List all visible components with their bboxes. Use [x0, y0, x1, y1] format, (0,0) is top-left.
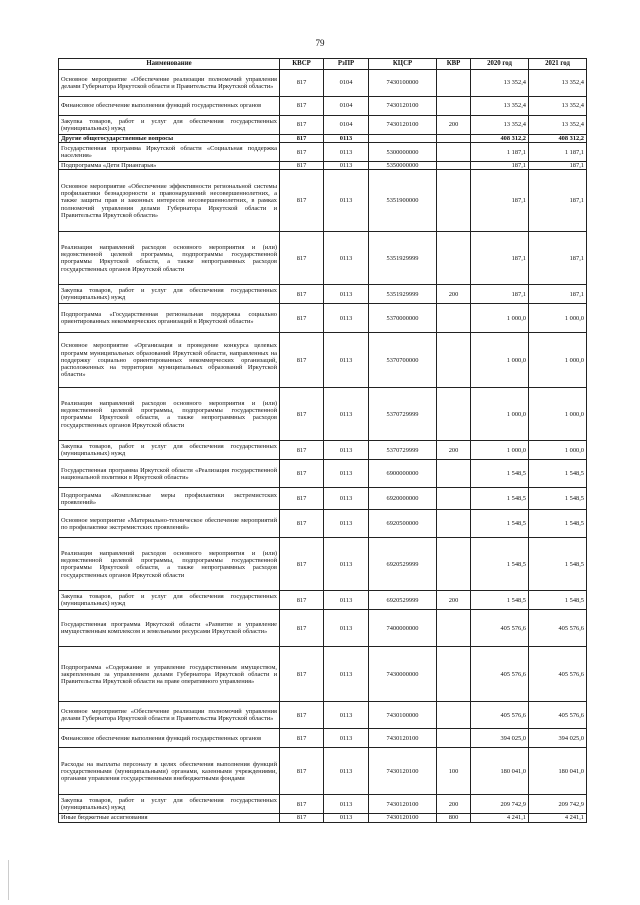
- page-number: 79: [315, 38, 325, 48]
- table-row: [59, 702, 587, 729]
- cell-name: Реализация направлений расходов основного мероприятия и (или) ведомственной целевой программы, подпрограммы государственной программы Иркутской области, а также непрограммных расходов государственных органов Иркутской области: [59, 232, 280, 285]
- cell-y2020: 408 312,2: [471, 135, 529, 143]
- cell-y2021: 1 000,0: [529, 304, 587, 333]
- cell-kvr: 800: [437, 814, 471, 822]
- cell-name: Другие общегосударственные вопросы: [59, 135, 280, 143]
- cell-rzpr: 0113: [324, 647, 369, 702]
- cell-rzpr: 0113: [324, 285, 369, 304]
- cell-rzpr: 0113: [324, 729, 369, 748]
- table-row: [59, 333, 587, 388]
- cell-name: Государственная программа Иркутской области «Реализация государственной национальной политики в Иркутской области»: [59, 460, 280, 488]
- cell-y2020: 394 025,0: [471, 729, 529, 748]
- table-row: [59, 510, 587, 538]
- table-row: [59, 143, 587, 162]
- cell-y2020: 187,1: [471, 170, 529, 232]
- cell-kvsr: 817: [280, 333, 324, 388]
- cell-name: Основное мероприятие «Обеспечение реализации полномочий управления делами Губернатора Иркутской области и Правительства Иркутской области»: [59, 702, 280, 729]
- cell-y2021: 1 548,5: [529, 538, 587, 591]
- cell-kvsr: 817: [280, 748, 324, 795]
- cell-y2020: 1 548,5: [471, 488, 529, 510]
- cell-kcsr: 7430120100: [369, 748, 437, 795]
- cell-y2021: 394 025,0: [529, 729, 587, 748]
- cell-y2020: 180 041,0: [471, 748, 529, 795]
- cell-name: Государственная программа Иркутской области «Социальная поддержка населения»: [59, 143, 280, 162]
- table-row: [59, 441, 587, 460]
- cell-rzpr: 0113: [324, 460, 369, 488]
- cell-name: Закупка товаров, работ и услуг для обеспечения государственных (муниципальных) нужд: [59, 441, 280, 460]
- cell-kcsr: 6900000000: [369, 460, 437, 488]
- cell-y2021: 180 041,0: [529, 748, 587, 795]
- cell-y2021: 13 352,4: [529, 70, 587, 97]
- cell-y2021: 408 312,2: [529, 135, 587, 143]
- cell-kvsr: 817: [280, 702, 324, 729]
- cell-kcsr: [369, 135, 437, 143]
- cell-y2021: 1 548,5: [529, 591, 587, 610]
- cell-y2020: 1 548,5: [471, 510, 529, 538]
- cell-rzpr: 0113: [324, 510, 369, 538]
- cell-y2021: 1 548,5: [529, 488, 587, 510]
- cell-y2020: 405 576,6: [471, 702, 529, 729]
- cell-kvsr: 817: [280, 647, 324, 702]
- cell-y2020: 1 000,0: [471, 441, 529, 460]
- cell-name: Подпрограмма «Дети Приангарья»: [59, 162, 280, 170]
- cell-kcsr: 7430120100: [369, 116, 437, 135]
- header-kcsr: КЦСР: [369, 59, 437, 70]
- cell-name: Подпрограмма «Государственная региональная поддержка социально ориентированных некоммерческих организаций в Иркутской области»: [59, 304, 280, 333]
- cell-y2021: 13 352,4: [529, 97, 587, 116]
- cell-name: Государственная программа Иркутской области «Развитие и управление имущественным комплексом и земельными ресурсами Иркутской области»: [59, 610, 280, 647]
- cell-kvr: [437, 702, 471, 729]
- header-kvr: КВР: [437, 59, 471, 70]
- cell-kvsr: 817: [280, 143, 324, 162]
- cell-kvsr: 817: [280, 70, 324, 97]
- cell-kvr: 200: [437, 116, 471, 135]
- cell-kcsr: 7430000000: [369, 647, 437, 702]
- cell-kvr: 200: [437, 441, 471, 460]
- cell-kvsr: 817: [280, 814, 324, 822]
- cell-kcsr: 7430120100: [369, 814, 437, 822]
- cell-kvsr: 817: [280, 135, 324, 143]
- cell-kvsr: 817: [280, 116, 324, 135]
- cell-rzpr: 0113: [324, 143, 369, 162]
- cell-name: Закупка товаров, работ и услуг для обеспечения государственных (муниципальных) нужд: [59, 285, 280, 304]
- table-row: [59, 748, 587, 795]
- cell-y2021: 209 742,9: [529, 795, 587, 814]
- cell-kvr: 100: [437, 748, 471, 795]
- cell-kvsr: 817: [280, 162, 324, 170]
- cell-kvr: [437, 460, 471, 488]
- cell-name: Закупка товаров, работ и услуг для обеспечения государственных (муниципальных) нужд: [59, 116, 280, 135]
- cell-rzpr: 0104: [324, 97, 369, 116]
- table-row: [59, 460, 587, 488]
- cell-kvsr: 817: [280, 610, 324, 647]
- cell-rzpr: 0113: [324, 814, 369, 822]
- cell-rzpr: 0113: [324, 538, 369, 591]
- cell-kcsr: 7430100000: [369, 702, 437, 729]
- cell-name: Основное мероприятие «Материально-техническое обеспечение мероприятий по профилактике экстремистских проявлений»: [59, 510, 280, 538]
- cell-kvsr: 817: [280, 97, 324, 116]
- cell-name: Основное мероприятие «Обеспечение эффективности региональной системы профилактики безнадзорности и правонарушений несовершеннолетних, а также защиты прав и законных интересов несовершеннолетних, в рамках полномочий управления делами Губернатора Иркутской области и Правительства Иркутской области»: [59, 170, 280, 232]
- cell-kcsr: 6920000000: [369, 488, 437, 510]
- cell-kvsr: 817: [280, 304, 324, 333]
- table-row: [59, 70, 587, 97]
- table-row: [59, 304, 587, 333]
- cell-name: Расходы на выплаты персоналу в целях обеспечения выполнения функций государственными (муниципальными) органами, казенными учреждениями, органами управления государственными внебюджетными фондами: [59, 748, 280, 795]
- cell-name: Финансовое обеспечение выполнения функций государственных органов: [59, 97, 280, 116]
- cell-y2021: 187,1: [529, 232, 587, 285]
- cell-rzpr: 0104: [324, 70, 369, 97]
- cell-rzpr: 0104: [324, 116, 369, 135]
- cell-kcsr: 5351929999: [369, 232, 437, 285]
- cell-kvsr: 817: [280, 441, 324, 460]
- cell-y2021: 405 576,6: [529, 702, 587, 729]
- cell-kvsr: 817: [280, 285, 324, 304]
- cell-y2020: 1 000,0: [471, 388, 529, 441]
- cell-y2021: 1 548,5: [529, 460, 587, 488]
- cell-name: Подпрограмма «Содержание и управление государственным имуществом, закрепленным за управлением делами Губернатора Иркутской области и Правительства Иркутской области на праве оперативного управления»: [59, 647, 280, 702]
- table-row: [59, 610, 587, 647]
- cell-kvr: [437, 647, 471, 702]
- cell-y2020: 1 000,0: [471, 333, 529, 388]
- cell-kcsr: 5350000000: [369, 162, 437, 170]
- cell-y2020: 13 352,4: [471, 70, 529, 97]
- header-kvsr: КВСР: [280, 59, 324, 70]
- cell-kvsr: 817: [280, 795, 324, 814]
- cell-kvr: [437, 333, 471, 388]
- cell-y2020: 1 187,1: [471, 143, 529, 162]
- cell-y2021: 1 000,0: [529, 388, 587, 441]
- header-name: Наименование: [59, 59, 280, 70]
- cell-kcsr: 7430120100: [369, 729, 437, 748]
- cell-kcsr: 6920529999: [369, 538, 437, 591]
- cell-kcsr: 5370729999: [369, 388, 437, 441]
- table-row: [59, 814, 587, 822]
- cell-rzpr: 0113: [324, 232, 369, 285]
- cell-y2021: 187,1: [529, 162, 587, 170]
- cell-y2020: 209 742,9: [471, 795, 529, 814]
- cell-kcsr: 5300000000: [369, 143, 437, 162]
- cell-rzpr: 0113: [324, 170, 369, 232]
- cell-y2021: 13 352,4: [529, 116, 587, 135]
- scan-edge-mark: [8, 860, 9, 900]
- cell-y2020: 4 241,1: [471, 814, 529, 822]
- cell-y2021: 4 241,1: [529, 814, 587, 822]
- cell-kvsr: 817: [280, 538, 324, 591]
- cell-y2020: 187,1: [471, 285, 529, 304]
- cell-name: Реализация направлений расходов основного мероприятия и (или) ведомственной целевой программы, подпрограммы государственной программы Иркутской области, а также непрограммных расходов государственных органов Иркутской области: [59, 538, 280, 591]
- cell-rzpr: 0113: [324, 162, 369, 170]
- cell-y2020: 1 548,5: [471, 460, 529, 488]
- cell-rzpr: 0113: [324, 441, 369, 460]
- cell-kvr: [437, 488, 471, 510]
- cell-kvr: 200: [437, 285, 471, 304]
- cell-kvr: [437, 162, 471, 170]
- cell-rzpr: 0113: [324, 748, 369, 795]
- cell-y2021: 1 000,0: [529, 441, 587, 460]
- cell-kcsr: 7400000000: [369, 610, 437, 647]
- cell-kvsr: 817: [280, 729, 324, 748]
- cell-kvsr: 817: [280, 510, 324, 538]
- table-row: [59, 538, 587, 591]
- cell-y2020: 1 548,5: [471, 538, 529, 591]
- cell-kcsr: 7430100000: [369, 70, 437, 97]
- table-row: [59, 135, 587, 143]
- cell-kcsr: 5370729999: [369, 441, 437, 460]
- table-row: [59, 97, 587, 116]
- table-row: [59, 285, 587, 304]
- cell-kvr: [437, 510, 471, 538]
- cell-kcsr: 5351929999: [369, 285, 437, 304]
- table-row: [59, 116, 587, 135]
- cell-y2021: 405 576,6: [529, 610, 587, 647]
- budget-table: [58, 58, 587, 823]
- table-row: [59, 162, 587, 170]
- cell-kvsr: 817: [280, 488, 324, 510]
- cell-rzpr: 0113: [324, 610, 369, 647]
- cell-y2021: 187,1: [529, 170, 587, 232]
- cell-y2021: 187,1: [529, 285, 587, 304]
- table-body: [59, 70, 587, 823]
- cell-y2020: 13 352,4: [471, 97, 529, 116]
- cell-kvr: [437, 304, 471, 333]
- table-header-row: [59, 59, 587, 70]
- cell-y2021: 1 187,1: [529, 143, 587, 162]
- cell-rzpr: 0113: [324, 135, 369, 143]
- cell-rzpr: 0113: [324, 333, 369, 388]
- cell-name: Закупка товаров, работ и услуг для обеспечения государственных (муниципальных) нужд: [59, 591, 280, 610]
- table-row: [59, 170, 587, 232]
- cell-name: Основное мероприятие «Обеспечение реализации полномочий управления делами Губернатора Иркутской области и Правительства Иркутской области»: [59, 70, 280, 97]
- cell-y2021: 1 548,5: [529, 510, 587, 538]
- table-row: [59, 591, 587, 610]
- cell-name: Иные бюджетные ассигнования: [59, 814, 280, 822]
- header-2021: 2021 год: [529, 59, 587, 70]
- table-row: [59, 488, 587, 510]
- cell-kcsr: 7430120100: [369, 795, 437, 814]
- cell-kvr: [437, 610, 471, 647]
- cell-kvr: [437, 135, 471, 143]
- table-row: [59, 232, 587, 285]
- cell-rzpr: 0113: [324, 795, 369, 814]
- header-rzpr: РзПР: [324, 59, 369, 70]
- cell-kvsr: 817: [280, 460, 324, 488]
- table-row: [59, 729, 587, 748]
- cell-y2020: 405 576,6: [471, 647, 529, 702]
- table-row: [59, 647, 587, 702]
- cell-kcsr: 6920529999: [369, 591, 437, 610]
- cell-rzpr: 0113: [324, 304, 369, 333]
- cell-kvr: [437, 143, 471, 162]
- cell-y2021: 405 576,6: [529, 647, 587, 702]
- cell-rzpr: 0113: [324, 591, 369, 610]
- cell-kvr: [437, 538, 471, 591]
- cell-name: Реализация направлений расходов основного мероприятия и (или) ведомственной целевой программы, подпрограммы государственной программы Иркутской области, а также непрограммных расходов государственных органов Иркутской области: [59, 388, 280, 441]
- cell-kvsr: 817: [280, 170, 324, 232]
- cell-y2020: 13 352,4: [471, 116, 529, 135]
- cell-kvsr: 817: [280, 591, 324, 610]
- cell-kcsr: 5351900000: [369, 170, 437, 232]
- header-2020: 2020 год: [471, 59, 529, 70]
- table-row: [59, 795, 587, 814]
- cell-name: Подпрограмма «Комплексные меры профилактики экстремистских проявлений»: [59, 488, 280, 510]
- cell-kcsr: 5370000000: [369, 304, 437, 333]
- cell-name: Основное мероприятие «Организация и проведение конкурса целевых программ муниципальных образований Иркутской области, направленных на поддержку социально ориентированных некоммерческих организаций, расположенных на территории муниципальных образований Иркутской области»: [59, 333, 280, 388]
- cell-y2020: 1 548,5: [471, 591, 529, 610]
- cell-kcsr: 5370700000: [369, 333, 437, 388]
- cell-kvsr: 817: [280, 232, 324, 285]
- cell-kcsr: 6920500000: [369, 510, 437, 538]
- cell-rzpr: 0113: [324, 702, 369, 729]
- cell-kcsr: 7430120100: [369, 97, 437, 116]
- cell-name: Закупка товаров, работ и услуг для обеспечения государственных (муниципальных) нужд: [59, 795, 280, 814]
- cell-y2021: 1 000,0: [529, 333, 587, 388]
- table-row: [59, 388, 587, 441]
- cell-y2020: 405 576,6: [471, 610, 529, 647]
- cell-kvr: [437, 97, 471, 116]
- cell-rzpr: 0113: [324, 388, 369, 441]
- cell-y2020: 187,1: [471, 162, 529, 170]
- cell-name: Финансовое обеспечение выполнения функций государственных органов: [59, 729, 280, 748]
- cell-kvr: [437, 70, 471, 97]
- cell-kvsr: 817: [280, 388, 324, 441]
- cell-kvr: [437, 170, 471, 232]
- cell-y2020: 187,1: [471, 232, 529, 285]
- cell-y2020: 1 000,0: [471, 304, 529, 333]
- cell-kvr: [437, 232, 471, 285]
- cell-kvr: 200: [437, 795, 471, 814]
- cell-kvr: [437, 388, 471, 441]
- cell-rzpr: 0113: [324, 488, 369, 510]
- cell-kvr: [437, 729, 471, 748]
- cell-kvr: 200: [437, 591, 471, 610]
